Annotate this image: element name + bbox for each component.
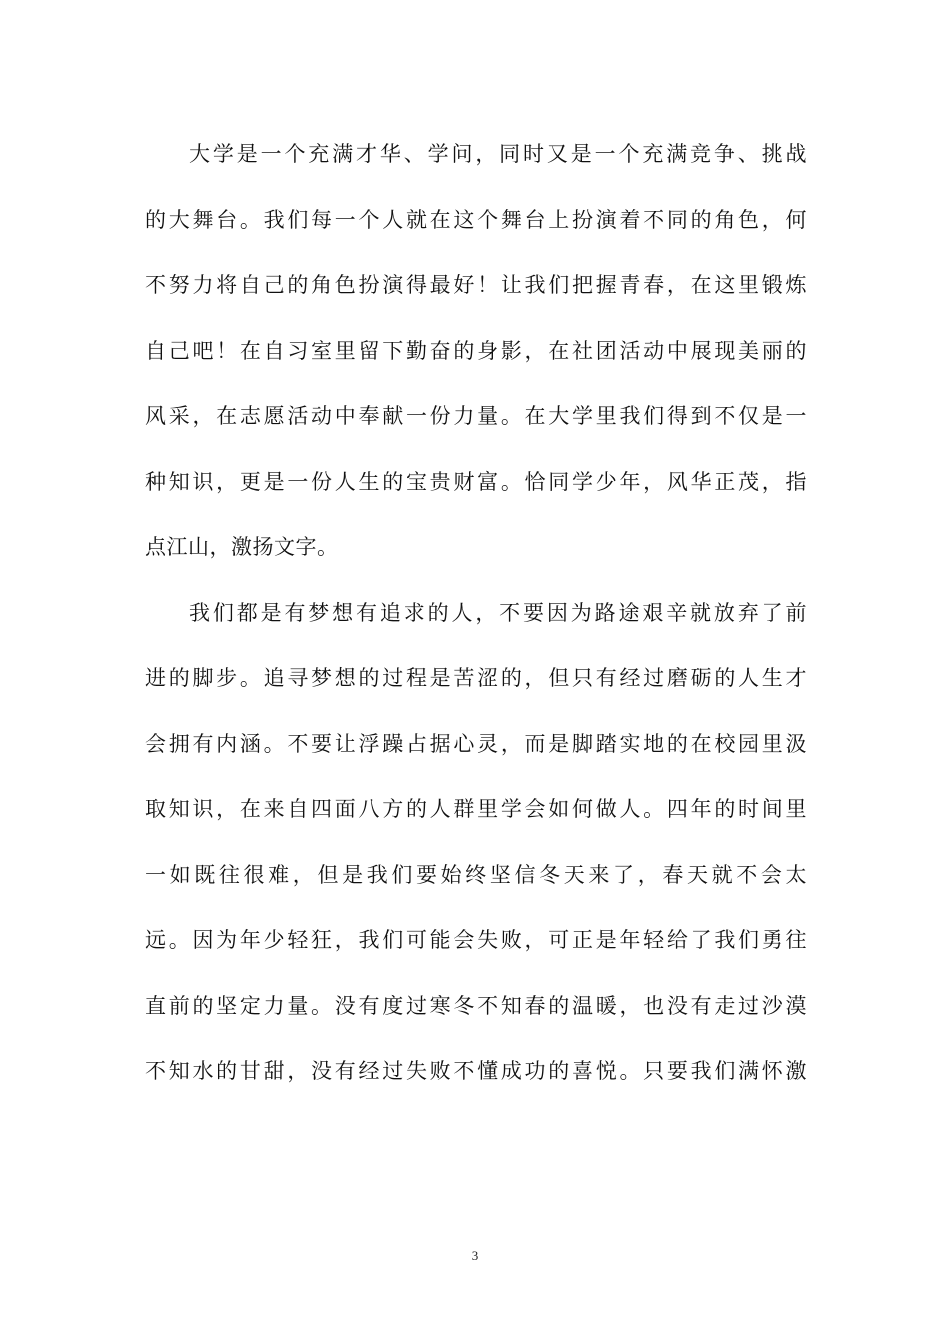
paragraph-2-line-1: 我们都是有梦想有追求的人，不要因为路途艰辛就放弃了前	[189, 600, 807, 625]
paragraph-1-line-5: 风采，在志愿活动中奉献一份力量。在大学里我们得到不仅是一	[145, 404, 807, 428]
paragraph-1-line-7: 点江山，激扬文字。	[145, 535, 339, 559]
paragraph-2-line-6: 远。因为年少轻狂，我们可能会失败，可正是年轻给了我们勇往	[145, 928, 807, 952]
paragraph-1-line-6: 种知识，更是一份人生的宝贵财富。恰同学少年，风华正茂，指	[145, 469, 807, 494]
paragraph-2-line-4: 取知识，在来自四面八方的人群里学会如何做人。四年的时间里	[145, 797, 807, 821]
body-text	[145, 122, 807, 1105]
paragraph-2-line-7: 直前的坚定力量。没有度过寒冬不知春的温暖，也没有走过沙漠	[145, 993, 807, 1018]
paragraph-2-line-8: 不知水的甘甜，没有经过失败不懂成功的喜悦。只要我们满怀激	[145, 1059, 807, 1083]
paragraph-1-line-3: 不努力将自己的角色扮演得最好！让我们把握青春，在这里锻炼	[145, 273, 807, 297]
page-number: 3	[471, 1248, 479, 1263]
paragraph-1-line-1: 大学是一个充满才华、学问，同时又是一个充满竞争、挑战	[189, 142, 807, 166]
paragraph-2-line-3: 会拥有内涵。不要让浮躁占据心灵，而是脚踏实地的在校园里汲	[145, 731, 807, 756]
paragraph-2-line-5: 一如既往很难，但是我们要始终坚信冬天来了，春天就不会太	[145, 862, 807, 887]
paragraph-2-line-2: 进的脚步。追寻梦想的过程是苦涩的，但只有经过磨砺的人生才	[145, 666, 807, 690]
paragraph-1-line-2: 的大舞台。我们每一个人就在这个舞台上扮演着不同的角色，何	[145, 207, 807, 232]
paragraph-1-line-4: 自己吧！在自习室里留下勤奋的身影，在社团活动中展现美丽的	[145, 338, 807, 363]
